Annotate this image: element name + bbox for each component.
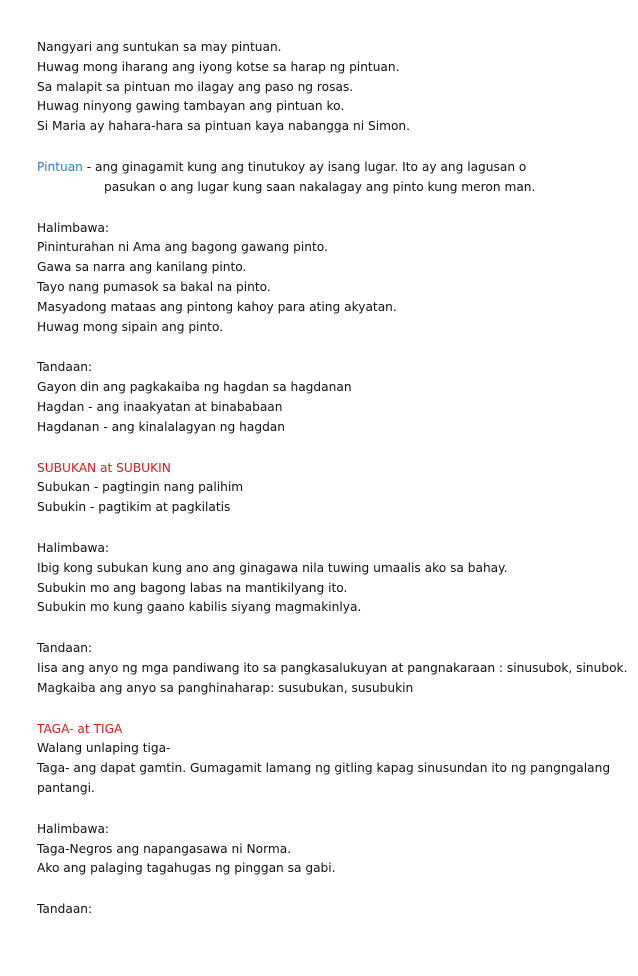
text-line: Hagdanan - ang kinalalagyan ng hagdan [37, 419, 285, 434]
section-label: Tandaan: [37, 360, 93, 375]
halimbawa-section-3 [37, 820, 618, 879]
text-line: Subukin mo ang bagong labas na mantikilyang ito. [37, 580, 348, 595]
spacer [37, 438, 618, 459]
tandaan-section-2 [37, 639, 628, 698]
text-line: Gayon din ang pagkakaiba ng hagdan sa hagdanan [37, 380, 352, 395]
definition-line [37, 158, 618, 178]
text-line: Sa malapit sa pintuan mo ilagay ang paso ng rosas. [37, 79, 354, 94]
text-line: Subukin mo kung gaano kabilis siyang magmakinlya. [37, 600, 362, 615]
spacer [37, 518, 618, 539]
text-line: pantangi. [37, 780, 95, 795]
section-label: Halimbawa: [37, 540, 110, 555]
spacer [37, 137, 618, 158]
spacer [37, 618, 618, 639]
spacer [37, 337, 618, 358]
section-label: Halimbawa: [37, 821, 110, 836]
tandaan-section-1 [37, 358, 618, 437]
section-label: Halimbawa: [37, 220, 110, 235]
subukan-section [37, 459, 618, 518]
text-line: Si Maria ay hahara-hara sa pintuan kaya nabangga ni Simon. [37, 119, 411, 134]
text-line: Ibig kong subukan kung ano ang ginagawa nila tuwing umaalis ako sa bahay. [37, 560, 508, 575]
text-line: Iisa ang anyo ng mga pandiwang ito sa pangkasalukuyan at pangnakaraan : sinusubok, sinubok. [37, 660, 628, 675]
section-heading: SUBUKAN at SUBUKIN [37, 460, 171, 475]
pintuan-examples [37, 38, 618, 137]
definition-continuation: pasukan o ang lugar kung saan nakalagay ang pinto kung meron man. [104, 179, 536, 194]
spacer [37, 699, 618, 720]
text-line: Taga- ang dapat gamtin. Gumagamit lamang ng gitling kapag sinusundan ito ng pangngalang [37, 761, 611, 776]
pintuan-definition [37, 158, 618, 198]
section-label: Tandaan: [37, 902, 93, 917]
text-line: Hagdan - ang inaakyatan at binababaan [37, 399, 283, 414]
text-line: Subukan - pagtingin nang palihim [37, 480, 244, 495]
term-pintuan: Pintuan [37, 159, 83, 174]
text-line: Tayo nang pumasok sa bakal na pinto. [37, 279, 271, 294]
text-line: Huwag mong iharang ang iyong kotse sa harap ng pintuan. [37, 59, 400, 74]
halimbawa-section-2 [37, 539, 618, 618]
spacer [37, 799, 618, 820]
text-line: Pininturahan ni Ama ang bagong gawang pinto. [37, 240, 328, 255]
taga-section [37, 720, 618, 799]
text-line: Masyadong mataas ang pintong kahoy para ating akyatan. [37, 299, 397, 314]
text-line: Nangyari ang suntukan sa may pintuan. [37, 40, 282, 54]
text-line: Ako ang palaging tagahugas ng pinggan sa gabi. [37, 861, 336, 876]
halimbawa-section-1 [37, 219, 618, 338]
text-line: Gawa sa narra ang kanilang pinto. [37, 260, 247, 275]
text-line: Huwag mong sipain ang pinto. [37, 319, 224, 334]
definition-text: - ang ginagamit kung ang tinutukoy ay isang lugar. Ito ay ang lagusan o [82, 159, 527, 174]
spacer [37, 198, 618, 219]
text-line: Taga-Negros ang napangasawa ni Norma. [37, 841, 292, 856]
tandaan-section-3 [37, 900, 618, 920]
text-line: Subukin - pagtikim at pagkilatis [37, 500, 231, 515]
section-label: Tandaan: [37, 641, 93, 656]
section-heading: TAGA- at TIGA [37, 721, 123, 736]
text-line: Huwag ninyong gawing tambayan ang pintuan ko. [37, 99, 345, 114]
spacer [37, 879, 618, 900]
text-line: Walang unlaping tiga- [37, 741, 171, 756]
text-line: Magkaiba ang anyo sa panghinaharap: susubukan, susubukin [37, 680, 414, 695]
